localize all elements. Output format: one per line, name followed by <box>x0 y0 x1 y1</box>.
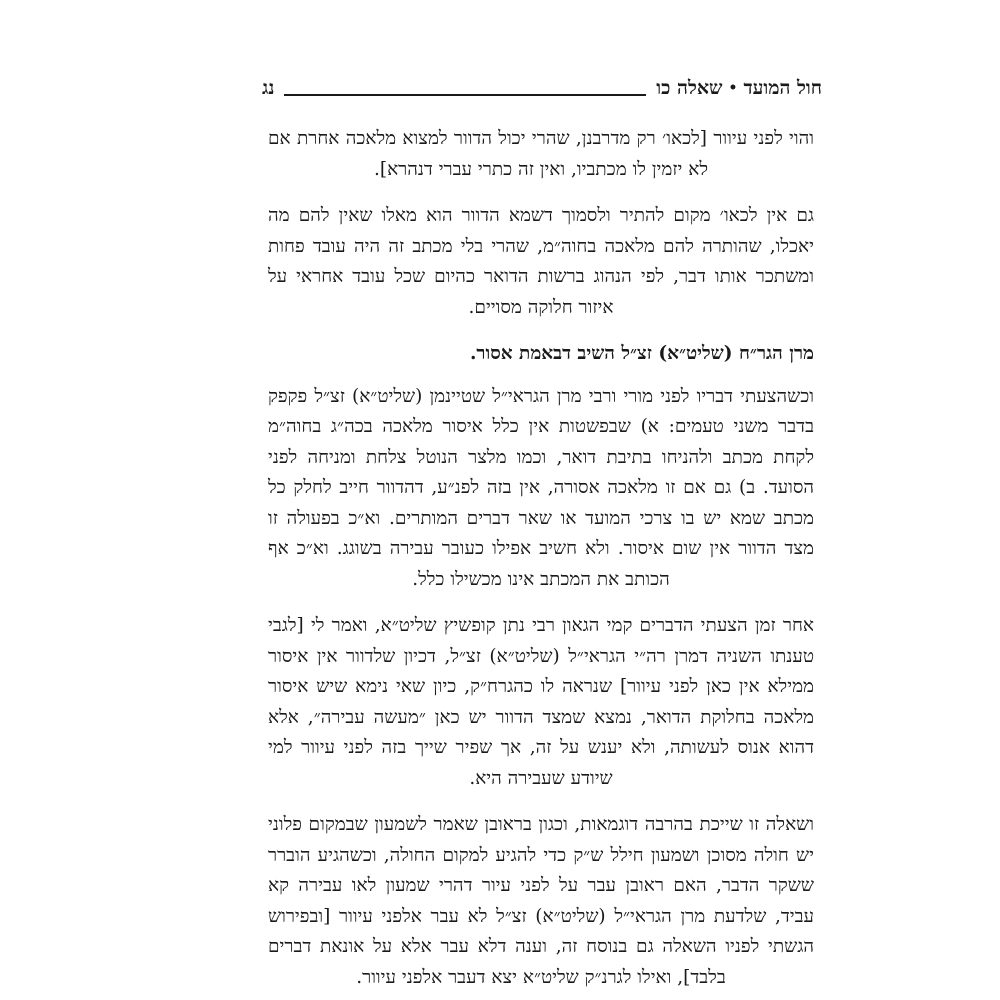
paragraph-3: וכשהצעתי דבריו לפני מורי ורבי מרן הגראי״ל שטיינמן (שליט״א) זצ״ל פקפק בדבר משני טעמים: א) שבפשטות אין כלל איסור מלאכה בכה״ג בחוה״מ לקחת מכתב ולהניחו בתיבת דואר, וכמו מלצר הנוטל צלחת ומניחה לפני הסועד. ב) גם אם זו מלאכה אסורה, אין בזה לפנ״ע, דהדוור חייב לחלק כל מכתב שמא יש בו צרכי המועד או שאר דברים המותרים. וא״כ בפעולה זו מצד הדוור אין שום איסור. ולא חשיב אפילו כעובר עבירה בשוגג. וא״כ אף הכותב את המכתב אינו מכשילו כלל. <box>268 385 814 590</box>
paragraph-5: ושאלה זו שייכת בהרבה דוגמאות, וכגון בראובן שאמר לשמעון שבמקום פלוני יש חולה מסוכן ושמעון חילל ש״ק כדי להגיע למקום החולה, וכשהגיע הוברר ששקר הדבר, האם ראובן עבר על לפני עיור דהרי שמעון לאו עבירה קא עביד, שלדעת מרן הגראי״ל (שליט״א) זצ״ל לא עבר אלפני עיוור [ובפירוש הגשתי לפניו השאלה גם בנוסח זה, וענה דלא עבר אלא על אונאת דברים בלבד], ואילו לגרנ״ק שליט״א יצא דעבר אלפני עיוור. <box>268 814 814 988</box>
bullet-separator: • <box>728 80 738 96</box>
question-label: שאלה כו <box>656 76 723 99</box>
paragraph-1: והוי לפני עיוור [לכאו׳ רק מדרבנן, שהרי יכול הדוור למצוא מלאכה אחרת אם לא יזמין לו מכתביו, ואין זה כתרי עברי דנהרא]. <box>268 128 814 180</box>
paragraph-4: אחר זמן הצעתי הדברים קמי הגאון רבי נתן קופשיץ שליט״א, ואמר לי [לגבי טענתו השניה דמרן רה״י הגראי״ל (שליט״א) זצ״ל, דכיון שלדוור אין איסור ממילא אין כאן לפני עיוור] שנראה לו כהגרח״ק, כיון שאי נימא שיש איסור מלאכה בחלוקת הדואר, נמצא שמצד הדוור יש כאן ״מעשה עבירה״, אלא דהוא אנוס לעשותה, ולא יענש על זה, אך שפיר שייך בזה לפני עיוור למי שיודע שעבירה היא. <box>268 615 814 789</box>
ruling-heading: מרן הגר״ח (שליט״א) זצ״ל השיב דבאמת אסור. <box>469 343 814 364</box>
section-title: חול המועד <box>743 76 822 99</box>
running-head <box>262 72 822 104</box>
paragraph-2: גם אין לכאו׳ מקום להתיר ולסמוך דשמא הדוור הוא מאלו שאין להם מה יאכלו, שהותרה להם מלאכה בחוה״מ, שהרי בלי מכתב זה היה עובד פחות ומשתכר אותו דבר, לפי הנהוג ברשות הדואר כהיום שכל עובד אחראי על איזור חלוקה מסויים. <box>268 205 814 318</box>
page-number: נג <box>262 76 275 99</box>
header-rule <box>284 94 646 96</box>
body-text <box>268 124 814 993</box>
